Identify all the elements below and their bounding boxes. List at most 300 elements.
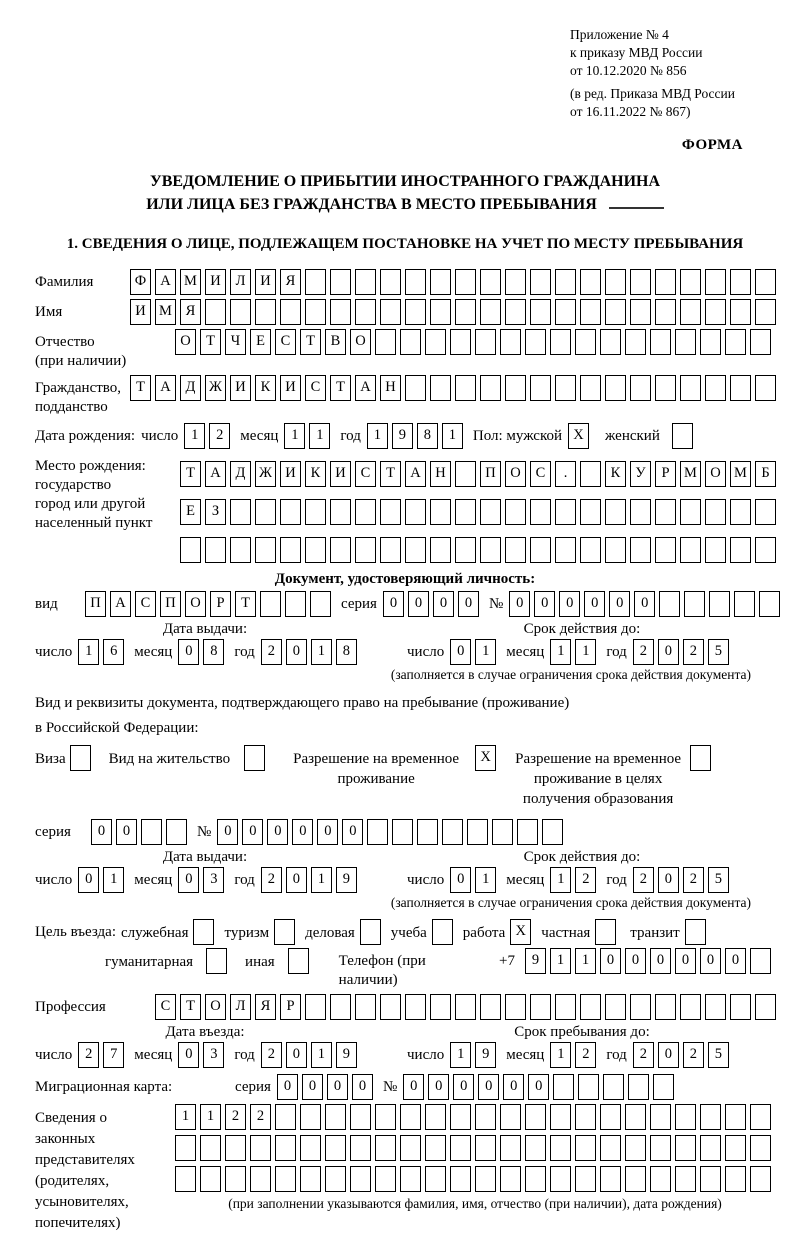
- residence-number-cell[interactable]: 0: [292, 819, 313, 845]
- residence-series-cell[interactable]: 0: [91, 819, 112, 845]
- representatives-cell[interactable]: [600, 1135, 621, 1161]
- representatives-cell[interactable]: [700, 1135, 721, 1161]
- profession-cell[interactable]: [430, 994, 451, 1020]
- representatives-cell[interactable]: 2: [225, 1104, 246, 1130]
- stay-year-cell[interactable]: 5: [708, 1042, 729, 1068]
- birthplace-cell[interactable]: [480, 537, 501, 563]
- firstname-cell[interactable]: [705, 299, 726, 325]
- birthplace-cell[interactable]: [680, 499, 701, 525]
- birthplace-cell[interactable]: [755, 499, 776, 525]
- citizenship-cell[interactable]: [655, 375, 676, 401]
- representatives-cell[interactable]: [550, 1104, 571, 1130]
- migration-number-cell[interactable]: [628, 1074, 649, 1100]
- birthplace-cell[interactable]: [280, 499, 301, 525]
- birthplace-cell[interactable]: [705, 499, 726, 525]
- firstname-cell[interactable]: [355, 299, 376, 325]
- profession-cell[interactable]: Т: [180, 994, 201, 1020]
- surname-cell[interactable]: [530, 269, 551, 295]
- birthdate-year-cell[interactable]: 8: [417, 423, 438, 449]
- doc-issue-year-cell[interactable]: 1: [311, 639, 332, 665]
- firstname-cell[interactable]: [430, 299, 451, 325]
- surname-cell[interactable]: [455, 269, 476, 295]
- citizenship-cell[interactable]: Н: [380, 375, 401, 401]
- firstname-cell[interactable]: [305, 299, 326, 325]
- surname-cell[interactable]: [755, 269, 776, 295]
- residence-permit-checkbox-cell[interactable]: [244, 745, 265, 771]
- birthdate-month-cell[interactable]: 1: [284, 423, 305, 449]
- citizenship-cell[interactable]: К: [255, 375, 276, 401]
- phone-digit-cell[interactable]: 0: [700, 948, 721, 974]
- citizenship-cell[interactable]: [405, 375, 426, 401]
- residence-series-cell[interactable]: [141, 819, 162, 845]
- doc-expiry-day-cell[interactable]: 0: [450, 639, 471, 665]
- representatives-cell[interactable]: [300, 1135, 321, 1161]
- residence-number-cell[interactable]: [467, 819, 488, 845]
- representatives-cell[interactable]: [200, 1135, 221, 1161]
- birthplace-cell[interactable]: [230, 537, 251, 563]
- residence-issue-year-cell[interactable]: 0: [286, 867, 307, 893]
- birthdate-day-cell[interactable]: 2: [209, 423, 230, 449]
- representatives-cell[interactable]: [575, 1135, 596, 1161]
- birthplace-cell[interactable]: [380, 499, 401, 525]
- representatives-cell[interactable]: [575, 1104, 596, 1130]
- birthplace-cell[interactable]: [205, 537, 226, 563]
- surname-cell[interactable]: Л: [230, 269, 251, 295]
- profession-cell[interactable]: О: [205, 994, 226, 1020]
- representatives-cell[interactable]: [500, 1104, 521, 1130]
- entry-year-cell[interactable]: 2: [261, 1042, 282, 1068]
- representatives-cell[interactable]: [650, 1166, 671, 1192]
- surname-cell[interactable]: [630, 269, 651, 295]
- doc-number-cell[interactable]: 0: [634, 591, 655, 617]
- citizenship-cell[interactable]: Т: [330, 375, 351, 401]
- representatives-cell[interactable]: [375, 1104, 396, 1130]
- birthplace-cell[interactable]: [480, 499, 501, 525]
- surname-cell[interactable]: [580, 269, 601, 295]
- representatives-cell[interactable]: [450, 1166, 471, 1192]
- representatives-cell[interactable]: [625, 1166, 646, 1192]
- birthplace-cell[interactable]: О: [705, 461, 726, 487]
- birthplace-cell[interactable]: [505, 499, 526, 525]
- representatives-cell[interactable]: [400, 1166, 421, 1192]
- birthplace-cell[interactable]: С: [355, 461, 376, 487]
- representatives-cell[interactable]: [600, 1166, 621, 1192]
- residence-number-cell[interactable]: 0: [217, 819, 238, 845]
- representatives-cell[interactable]: [625, 1135, 646, 1161]
- representatives-cell[interactable]: [375, 1135, 396, 1161]
- surname-cell[interactable]: И: [205, 269, 226, 295]
- birthplace-cell[interactable]: [355, 537, 376, 563]
- representatives-cell[interactable]: [225, 1166, 246, 1192]
- birthplace-cell[interactable]: [255, 537, 276, 563]
- residence-expiry-year-cell[interactable]: 5: [708, 867, 729, 893]
- birthplace-cell[interactable]: У: [630, 461, 651, 487]
- firstname-cell[interactable]: И: [130, 299, 151, 325]
- birthplace-cell[interactable]: [755, 537, 776, 563]
- doc-expiry-month-cell[interactable]: 1: [550, 639, 571, 665]
- citizenship-cell[interactable]: [730, 375, 751, 401]
- profession-cell[interactable]: [355, 994, 376, 1020]
- representatives-cell[interactable]: [750, 1104, 771, 1130]
- surname-cell[interactable]: [380, 269, 401, 295]
- representatives-cell[interactable]: [600, 1104, 621, 1130]
- migration-number-cell[interactable]: [553, 1074, 574, 1100]
- patronymic-cell[interactable]: [525, 329, 546, 355]
- migration-series-cell[interactable]: 0: [277, 1074, 298, 1100]
- residence-number-cell[interactable]: [367, 819, 388, 845]
- representatives-cell[interactable]: [275, 1166, 296, 1192]
- birthplace-cell[interactable]: [605, 537, 626, 563]
- firstname-cell[interactable]: [205, 299, 226, 325]
- residence-number-cell[interactable]: [392, 819, 413, 845]
- citizenship-cell[interactable]: [530, 375, 551, 401]
- profession-cell[interactable]: [580, 994, 601, 1020]
- patronymic-cell[interactable]: [375, 329, 396, 355]
- profession-cell[interactable]: Р: [280, 994, 301, 1020]
- doc-issue-month-cell[interactable]: 8: [203, 639, 224, 665]
- birthplace-cell[interactable]: [505, 537, 526, 563]
- representatives-cell[interactable]: [325, 1104, 346, 1130]
- citizenship-cell[interactable]: [755, 375, 776, 401]
- firstname-cell[interactable]: [530, 299, 551, 325]
- representatives-cell[interactable]: [175, 1135, 196, 1161]
- phone-digit-cell[interactable]: 1: [575, 948, 596, 974]
- birthplace-cell[interactable]: Т: [380, 461, 401, 487]
- birthplace-cell[interactable]: [330, 537, 351, 563]
- doc-number-cell[interactable]: 0: [609, 591, 630, 617]
- doc-issue-year-cell[interactable]: 2: [261, 639, 282, 665]
- representatives-cell[interactable]: [675, 1135, 696, 1161]
- birthplace-cell[interactable]: [255, 499, 276, 525]
- representatives-cell[interactable]: [475, 1135, 496, 1161]
- temp-permit-checkbox-cell[interactable]: X: [475, 745, 496, 771]
- doc-number-cell[interactable]: 0: [559, 591, 580, 617]
- birthplace-cell[interactable]: [630, 537, 651, 563]
- profession-cell[interactable]: [305, 994, 326, 1020]
- profession-cell[interactable]: [480, 994, 501, 1020]
- surname-cell[interactable]: Ф: [130, 269, 151, 295]
- representatives-cell[interactable]: [450, 1104, 471, 1130]
- citizenship-cell[interactable]: Ж: [205, 375, 226, 401]
- doc-number-cell[interactable]: [759, 591, 780, 617]
- visa-checkbox-cell[interactable]: [70, 745, 91, 771]
- doc-kind-cell[interactable]: П: [160, 591, 181, 617]
- patronymic-cell[interactable]: В: [325, 329, 346, 355]
- surname-cell[interactable]: [730, 269, 751, 295]
- entry-year-cell[interactable]: 0: [286, 1042, 307, 1068]
- doc-issue-month-cell[interactable]: 0: [178, 639, 199, 665]
- doc-series-cell[interactable]: 0: [458, 591, 479, 617]
- migration-number-cell[interactable]: 0: [403, 1074, 424, 1100]
- doc-expiry-year-cell[interactable]: 2: [683, 639, 704, 665]
- firstname-cell[interactable]: М: [155, 299, 176, 325]
- surname-cell[interactable]: [605, 269, 626, 295]
- birthplace-cell[interactable]: [305, 537, 326, 563]
- doc-kind-cell[interactable]: [310, 591, 331, 617]
- birthplace-cell[interactable]: [455, 499, 476, 525]
- surname-cell[interactable]: И: [255, 269, 276, 295]
- birthdate-year-cell[interactable]: 9: [392, 423, 413, 449]
- citizenship-cell[interactable]: И: [280, 375, 301, 401]
- phone-digit-cell[interactable]: 0: [725, 948, 746, 974]
- patronymic-cell[interactable]: [550, 329, 571, 355]
- entry-day-cell[interactable]: 7: [103, 1042, 124, 1068]
- doc-kind-cell[interactable]: С: [135, 591, 156, 617]
- patronymic-cell[interactable]: [600, 329, 621, 355]
- firstname-cell[interactable]: [330, 299, 351, 325]
- patronymic-cell[interactable]: [700, 329, 721, 355]
- representatives-cell[interactable]: [300, 1166, 321, 1192]
- residence-expiry-day-cell[interactable]: 1: [475, 867, 496, 893]
- patronymic-cell[interactable]: [675, 329, 696, 355]
- citizenship-cell[interactable]: [505, 375, 526, 401]
- birthplace-cell[interactable]: К: [605, 461, 626, 487]
- representatives-cell[interactable]: [525, 1135, 546, 1161]
- residence-expiry-year-cell[interactable]: 2: [683, 867, 704, 893]
- representatives-cell[interactable]: [450, 1135, 471, 1161]
- firstname-cell[interactable]: [755, 299, 776, 325]
- stay-day-cell[interactable]: 9: [475, 1042, 496, 1068]
- purpose-transit-cell[interactable]: [685, 919, 706, 945]
- birthplace-cell[interactable]: П: [480, 461, 501, 487]
- entry-year-cell[interactable]: 1: [311, 1042, 332, 1068]
- doc-series-cell[interactable]: 0: [433, 591, 454, 617]
- representatives-cell[interactable]: [350, 1104, 371, 1130]
- doc-kind-cell[interactable]: Р: [210, 591, 231, 617]
- representatives-cell[interactable]: [300, 1104, 321, 1130]
- surname-cell[interactable]: [480, 269, 501, 295]
- representatives-cell[interactable]: 1: [200, 1104, 221, 1130]
- representatives-cell[interactable]: [425, 1166, 446, 1192]
- doc-kind-cell[interactable]: А: [110, 591, 131, 617]
- patronymic-cell[interactable]: Т: [300, 329, 321, 355]
- sex-female-cell[interactable]: [672, 423, 693, 449]
- birthplace-cell[interactable]: Б: [755, 461, 776, 487]
- surname-cell[interactable]: [680, 269, 701, 295]
- citizenship-cell[interactable]: [480, 375, 501, 401]
- birthplace-cell[interactable]: М: [680, 461, 701, 487]
- citizenship-cell[interactable]: [705, 375, 726, 401]
- firstname-cell[interactable]: [230, 299, 251, 325]
- birthplace-cell[interactable]: [330, 499, 351, 525]
- citizenship-cell[interactable]: Т: [130, 375, 151, 401]
- citizenship-cell[interactable]: [580, 375, 601, 401]
- citizenship-cell[interactable]: И: [230, 375, 251, 401]
- birthplace-cell[interactable]: А: [205, 461, 226, 487]
- profession-cell[interactable]: [455, 994, 476, 1020]
- purpose-humanitarian-cell[interactable]: [206, 948, 227, 974]
- migration-number-cell[interactable]: [578, 1074, 599, 1100]
- surname-cell[interactable]: [355, 269, 376, 295]
- phone-digit-cell[interactable]: [750, 948, 771, 974]
- residence-issue-day-cell[interactable]: 0: [78, 867, 99, 893]
- representatives-cell[interactable]: [400, 1135, 421, 1161]
- firstname-cell[interactable]: [380, 299, 401, 325]
- birthplace-cell[interactable]: [630, 499, 651, 525]
- representatives-cell[interactable]: [650, 1135, 671, 1161]
- phone-digit-cell[interactable]: 1: [550, 948, 571, 974]
- representatives-cell[interactable]: [250, 1135, 271, 1161]
- doc-expiry-day-cell[interactable]: 1: [475, 639, 496, 665]
- birthplace-cell[interactable]: И: [280, 461, 301, 487]
- migration-number-cell[interactable]: [603, 1074, 624, 1100]
- birthplace-cell[interactable]: [455, 537, 476, 563]
- birthplace-cell[interactable]: [380, 537, 401, 563]
- residence-number-cell[interactable]: [492, 819, 513, 845]
- birthplace-cell[interactable]: [230, 499, 251, 525]
- surname-cell[interactable]: [430, 269, 451, 295]
- phone-digit-cell[interactable]: 0: [600, 948, 621, 974]
- representatives-cell[interactable]: [725, 1104, 746, 1130]
- birthplace-cell[interactable]: [655, 499, 676, 525]
- firstname-cell[interactable]: [655, 299, 676, 325]
- firstname-cell[interactable]: [730, 299, 751, 325]
- birthplace-cell[interactable]: .: [555, 461, 576, 487]
- residence-number-cell[interactable]: [517, 819, 538, 845]
- doc-series-cell[interactable]: 0: [408, 591, 429, 617]
- representatives-cell[interactable]: [725, 1166, 746, 1192]
- representatives-cell[interactable]: [750, 1166, 771, 1192]
- profession-cell[interactable]: [380, 994, 401, 1020]
- firstname-cell[interactable]: [605, 299, 626, 325]
- doc-kind-cell[interactable]: П: [85, 591, 106, 617]
- firstname-cell[interactable]: [555, 299, 576, 325]
- purpose-business-cell[interactable]: [360, 919, 381, 945]
- residence-expiry-day-cell[interactable]: 0: [450, 867, 471, 893]
- birthplace-cell[interactable]: [405, 537, 426, 563]
- doc-expiry-year-cell[interactable]: 2: [633, 639, 654, 665]
- birthplace-cell[interactable]: Р: [655, 461, 676, 487]
- residence-issue-year-cell[interactable]: 2: [261, 867, 282, 893]
- patronymic-cell[interactable]: [400, 329, 421, 355]
- doc-number-cell[interactable]: 0: [534, 591, 555, 617]
- purpose-private-cell[interactable]: [595, 919, 616, 945]
- representatives-cell[interactable]: [650, 1104, 671, 1130]
- birthplace-cell[interactable]: Е: [180, 499, 201, 525]
- birthplace-cell[interactable]: [605, 499, 626, 525]
- residence-expiry-year-cell[interactable]: 2: [633, 867, 654, 893]
- migration-series-cell[interactable]: 0: [302, 1074, 323, 1100]
- representatives-cell[interactable]: [675, 1104, 696, 1130]
- birthplace-cell[interactable]: [655, 537, 676, 563]
- representatives-cell[interactable]: [375, 1166, 396, 1192]
- profession-cell[interactable]: [755, 994, 776, 1020]
- firstname-cell[interactable]: [480, 299, 501, 325]
- patronymic-cell[interactable]: С: [275, 329, 296, 355]
- patronymic-cell[interactable]: [750, 329, 771, 355]
- birthplace-cell[interactable]: [355, 499, 376, 525]
- stay-year-cell[interactable]: 2: [683, 1042, 704, 1068]
- doc-expiry-month-cell[interactable]: 1: [575, 639, 596, 665]
- residence-number-cell[interactable]: 0: [342, 819, 363, 845]
- citizenship-cell[interactable]: [430, 375, 451, 401]
- birthdate-day-cell[interactable]: 1: [184, 423, 205, 449]
- stay-day-cell[interactable]: 1: [450, 1042, 471, 1068]
- birthplace-cell[interactable]: [730, 499, 751, 525]
- representatives-cell[interactable]: [325, 1166, 346, 1192]
- entry-month-cell[interactable]: 0: [178, 1042, 199, 1068]
- citizenship-cell[interactable]: [680, 375, 701, 401]
- phone-digit-cell[interactable]: 0: [675, 948, 696, 974]
- residence-series-cell[interactable]: 0: [116, 819, 137, 845]
- birthplace-cell[interactable]: [730, 537, 751, 563]
- residence-issue-year-cell[interactable]: 1: [311, 867, 332, 893]
- patronymic-cell[interactable]: [450, 329, 471, 355]
- migration-series-cell[interactable]: 0: [327, 1074, 348, 1100]
- doc-issue-year-cell[interactable]: 8: [336, 639, 357, 665]
- representatives-cell[interactable]: [275, 1104, 296, 1130]
- representatives-cell[interactable]: [325, 1135, 346, 1161]
- surname-cell[interactable]: М: [180, 269, 201, 295]
- patronymic-cell[interactable]: [575, 329, 596, 355]
- representatives-cell[interactable]: [350, 1166, 371, 1192]
- residence-number-cell[interactable]: 0: [317, 819, 338, 845]
- surname-cell[interactable]: [655, 269, 676, 295]
- representatives-cell[interactable]: [675, 1166, 696, 1192]
- firstname-cell[interactable]: [505, 299, 526, 325]
- birthplace-cell[interactable]: [680, 537, 701, 563]
- representatives-cell[interactable]: [525, 1166, 546, 1192]
- stay-year-cell[interactable]: 2: [633, 1042, 654, 1068]
- doc-kind-cell[interactable]: Т: [235, 591, 256, 617]
- profession-cell[interactable]: [655, 994, 676, 1020]
- doc-kind-cell[interactable]: О: [185, 591, 206, 617]
- profession-cell[interactable]: [330, 994, 351, 1020]
- birthplace-cell[interactable]: К: [305, 461, 326, 487]
- birthplace-cell[interactable]: А: [405, 461, 426, 487]
- representatives-cell[interactable]: [500, 1135, 521, 1161]
- doc-issue-day-cell[interactable]: 6: [103, 639, 124, 665]
- birthplace-cell[interactable]: Н: [430, 461, 451, 487]
- representatives-cell[interactable]: [550, 1135, 571, 1161]
- residence-number-cell[interactable]: 0: [267, 819, 288, 845]
- patronymic-cell[interactable]: [650, 329, 671, 355]
- citizenship-cell[interactable]: А: [355, 375, 376, 401]
- residence-expiry-month-cell[interactable]: 1: [550, 867, 571, 893]
- residence-expiry-year-cell[interactable]: 0: [658, 867, 679, 893]
- purpose-tourism-cell[interactable]: [274, 919, 295, 945]
- migration-number-cell[interactable]: 0: [453, 1074, 474, 1100]
- entry-year-cell[interactable]: 9: [336, 1042, 357, 1068]
- representatives-cell[interactable]: [550, 1166, 571, 1192]
- patronymic-cell[interactable]: Е: [250, 329, 271, 355]
- firstname-cell[interactable]: [630, 299, 651, 325]
- profession-cell[interactable]: Я: [255, 994, 276, 1020]
- profession-cell[interactable]: [680, 994, 701, 1020]
- citizenship-cell[interactable]: А: [155, 375, 176, 401]
- doc-number-cell[interactable]: [734, 591, 755, 617]
- purpose-official-cell[interactable]: [193, 919, 214, 945]
- birthplace-cell[interactable]: И: [330, 461, 351, 487]
- citizenship-cell[interactable]: [605, 375, 626, 401]
- representatives-cell[interactable]: [225, 1135, 246, 1161]
- surname-cell[interactable]: [505, 269, 526, 295]
- doc-number-cell[interactable]: 0: [584, 591, 605, 617]
- doc-issue-year-cell[interactable]: 0: [286, 639, 307, 665]
- purpose-study-cell[interactable]: [432, 919, 453, 945]
- doc-expiry-year-cell[interactable]: 5: [708, 639, 729, 665]
- residence-issue-month-cell[interactable]: 3: [203, 867, 224, 893]
- firstname-cell[interactable]: [455, 299, 476, 325]
- representatives-cell[interactable]: [750, 1135, 771, 1161]
- profession-cell[interactable]: [505, 994, 526, 1020]
- residence-issue-month-cell[interactable]: 0: [178, 867, 199, 893]
- birthplace-cell[interactable]: [555, 537, 576, 563]
- firstname-cell[interactable]: [405, 299, 426, 325]
- migration-number-cell[interactable]: [653, 1074, 674, 1100]
- phone-digit-cell[interactable]: 0: [625, 948, 646, 974]
- residence-number-cell[interactable]: [542, 819, 563, 845]
